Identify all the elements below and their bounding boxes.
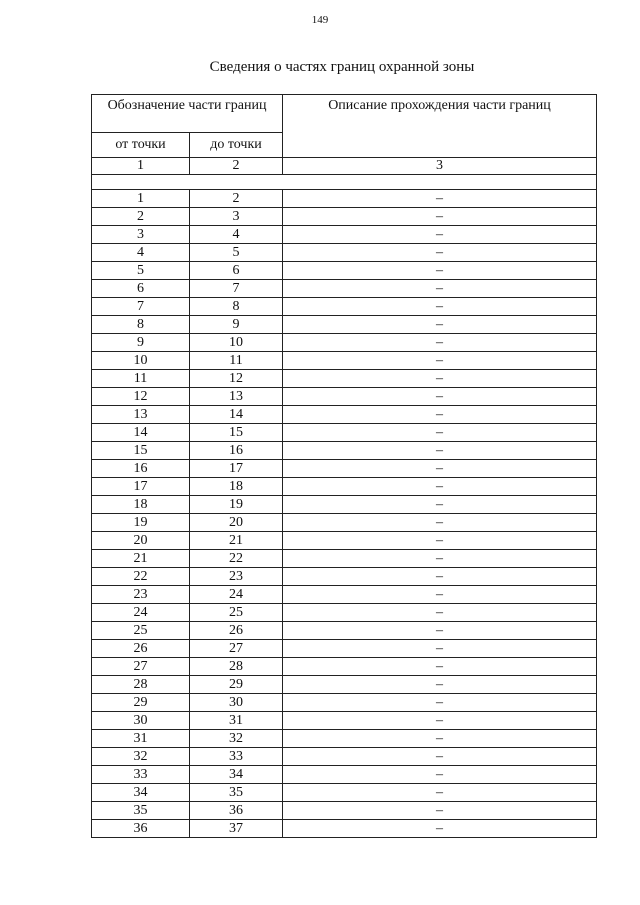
description-cell: – (283, 514, 597, 532)
table-row (92, 514, 597, 532)
column-number-row (92, 158, 597, 175)
boundary-parts-table (91, 94, 597, 838)
from-point-cell: 20 (92, 532, 190, 550)
to-point-cell: 15 (190, 424, 283, 442)
from-point-cell: 10 (92, 352, 190, 370)
description-cell: – (283, 784, 597, 802)
table-row (92, 442, 597, 460)
document-title: Сведения о частях границ охранной зоны (209, 59, 475, 75)
description-cell: – (283, 676, 597, 694)
description-cell: – (283, 640, 597, 658)
spacer-cell (92, 175, 597, 190)
from-point-cell: 8 (92, 316, 190, 334)
table-row (92, 820, 597, 838)
from-point-cell: 15 (92, 442, 190, 460)
from-point-cell: 21 (92, 550, 190, 568)
from-point-cell: 33 (92, 766, 190, 784)
to-point-cell: 14 (190, 406, 283, 424)
description-cell: – (283, 262, 597, 280)
table-row (92, 586, 597, 604)
from-point-cell: 18 (92, 496, 190, 514)
table-row (92, 406, 597, 424)
description-cell: – (283, 550, 597, 568)
to-point-cell: 18 (190, 478, 283, 496)
table-row (92, 208, 597, 226)
to-point-cell: 23 (190, 568, 283, 586)
to-point-cell: 13 (190, 388, 283, 406)
to-point-cell: 21 (190, 532, 283, 550)
to-point-cell: 22 (190, 550, 283, 568)
to-point-cell: 5 (190, 244, 283, 262)
table-row (92, 568, 597, 586)
description-cell: – (283, 298, 597, 316)
from-point-cell: 5 (92, 262, 190, 280)
table-row (92, 298, 597, 316)
to-point-cell: 12 (190, 370, 283, 388)
description-cell: – (283, 244, 597, 262)
description-cell: – (283, 730, 597, 748)
to-point-cell: 27 (190, 640, 283, 658)
description-cell: – (283, 352, 597, 370)
description-cell: – (283, 694, 597, 712)
to-point-cell: 36 (190, 802, 283, 820)
table-row (92, 334, 597, 352)
from-point-cell: 12 (92, 388, 190, 406)
table-row (92, 802, 597, 820)
description-cell: – (283, 370, 597, 388)
description-cell: – (283, 586, 597, 604)
table-row (92, 532, 597, 550)
to-point-cell: 9 (190, 316, 283, 334)
from-point-cell: 26 (92, 640, 190, 658)
to-point-cell: 37 (190, 820, 283, 838)
description-cell: – (283, 802, 597, 820)
from-point-cell: 36 (92, 820, 190, 838)
from-point-cell: 22 (92, 568, 190, 586)
to-point-cell: 10 (190, 334, 283, 352)
header-row-group (92, 95, 597, 133)
table-row (92, 640, 597, 658)
to-point-cell: 35 (190, 784, 283, 802)
table-row (92, 784, 597, 802)
table-row (92, 676, 597, 694)
table-row (92, 262, 597, 280)
table-row (92, 730, 597, 748)
to-point-cell: 32 (190, 730, 283, 748)
header-boundary-description: Описание прохождения части границ (283, 95, 597, 158)
to-point-cell: 8 (190, 298, 283, 316)
column-number-2: 2 (190, 158, 283, 175)
to-point-cell: 30 (190, 694, 283, 712)
from-point-cell: 7 (92, 298, 190, 316)
description-cell: – (283, 460, 597, 478)
description-cell: – (283, 748, 597, 766)
to-point-cell: 11 (190, 352, 283, 370)
description-cell: – (283, 604, 597, 622)
table-row (92, 496, 597, 514)
description-cell: – (283, 334, 597, 352)
from-point-cell: 16 (92, 460, 190, 478)
to-point-cell: 7 (190, 280, 283, 298)
from-point-cell: 35 (92, 802, 190, 820)
from-point-cell: 1 (92, 190, 190, 208)
to-point-cell: 19 (190, 496, 283, 514)
from-point-cell: 3 (92, 226, 190, 244)
description-cell: – (283, 280, 597, 298)
from-point-cell: 4 (92, 244, 190, 262)
to-point-cell: 24 (190, 586, 283, 604)
table-row (92, 280, 597, 298)
from-point-cell: 9 (92, 334, 190, 352)
to-point-cell: 17 (190, 460, 283, 478)
table-row (92, 226, 597, 244)
from-point-cell: 34 (92, 784, 190, 802)
from-point-cell: 25 (92, 622, 190, 640)
table-row (92, 190, 597, 208)
to-point-cell: 33 (190, 748, 283, 766)
table-row (92, 424, 597, 442)
table-row (92, 352, 597, 370)
from-point-cell: 2 (92, 208, 190, 226)
table-row (92, 694, 597, 712)
description-cell: – (283, 712, 597, 730)
description-cell: – (283, 190, 597, 208)
table-row (92, 604, 597, 622)
table-row (92, 550, 597, 568)
description-cell: – (283, 622, 597, 640)
description-cell: – (283, 478, 597, 496)
to-point-cell: 3 (190, 208, 283, 226)
description-cell: – (283, 208, 597, 226)
description-cell: – (283, 820, 597, 838)
from-point-cell: 19 (92, 514, 190, 532)
to-point-cell: 16 (190, 442, 283, 460)
description-cell: – (283, 316, 597, 334)
description-cell: – (283, 658, 597, 676)
description-cell: – (283, 766, 597, 784)
from-point-cell: 24 (92, 604, 190, 622)
to-point-cell: 34 (190, 766, 283, 784)
to-point-cell: 2 (190, 190, 283, 208)
from-point-cell: 29 (92, 694, 190, 712)
to-point-cell: 28 (190, 658, 283, 676)
column-number-3: 3 (283, 158, 597, 175)
to-point-cell: 20 (190, 514, 283, 532)
table-row (92, 712, 597, 730)
header-to-point: до точки (190, 133, 283, 158)
description-cell: – (283, 568, 597, 586)
from-point-cell: 17 (92, 478, 190, 496)
description-cell: – (283, 406, 597, 424)
to-point-cell: 25 (190, 604, 283, 622)
to-point-cell: 26 (190, 622, 283, 640)
table-row (92, 766, 597, 784)
to-point-cell: 31 (190, 712, 283, 730)
from-point-cell: 11 (92, 370, 190, 388)
from-point-cell: 13 (92, 406, 190, 424)
from-point-cell: 32 (92, 748, 190, 766)
table-row (92, 748, 597, 766)
from-point-cell: 27 (92, 658, 190, 676)
description-cell: – (283, 226, 597, 244)
description-cell: – (283, 388, 597, 406)
from-point-cell: 23 (92, 586, 190, 604)
table-row (92, 622, 597, 640)
description-cell: – (283, 532, 597, 550)
description-cell: – (283, 442, 597, 460)
header-boundary-designation: Обозначение части границ (92, 95, 283, 133)
from-point-cell: 28 (92, 676, 190, 694)
table-row (92, 478, 597, 496)
description-cell: – (283, 496, 597, 514)
from-point-cell: 31 (92, 730, 190, 748)
to-point-cell: 29 (190, 676, 283, 694)
table-row (92, 316, 597, 334)
column-number-1: 1 (92, 158, 190, 175)
from-point-cell: 30 (92, 712, 190, 730)
description-cell: – (283, 424, 597, 442)
to-point-cell: 6 (190, 262, 283, 280)
to-point-cell: 4 (190, 226, 283, 244)
table-row (92, 244, 597, 262)
spacer-row (92, 175, 597, 190)
table-row (92, 370, 597, 388)
table-row (92, 460, 597, 478)
table-row (92, 658, 597, 676)
header-from-point: от точки (92, 133, 190, 158)
page-number: 149 (311, 14, 329, 26)
from-point-cell: 6 (92, 280, 190, 298)
from-point-cell: 14 (92, 424, 190, 442)
table-row (92, 388, 597, 406)
